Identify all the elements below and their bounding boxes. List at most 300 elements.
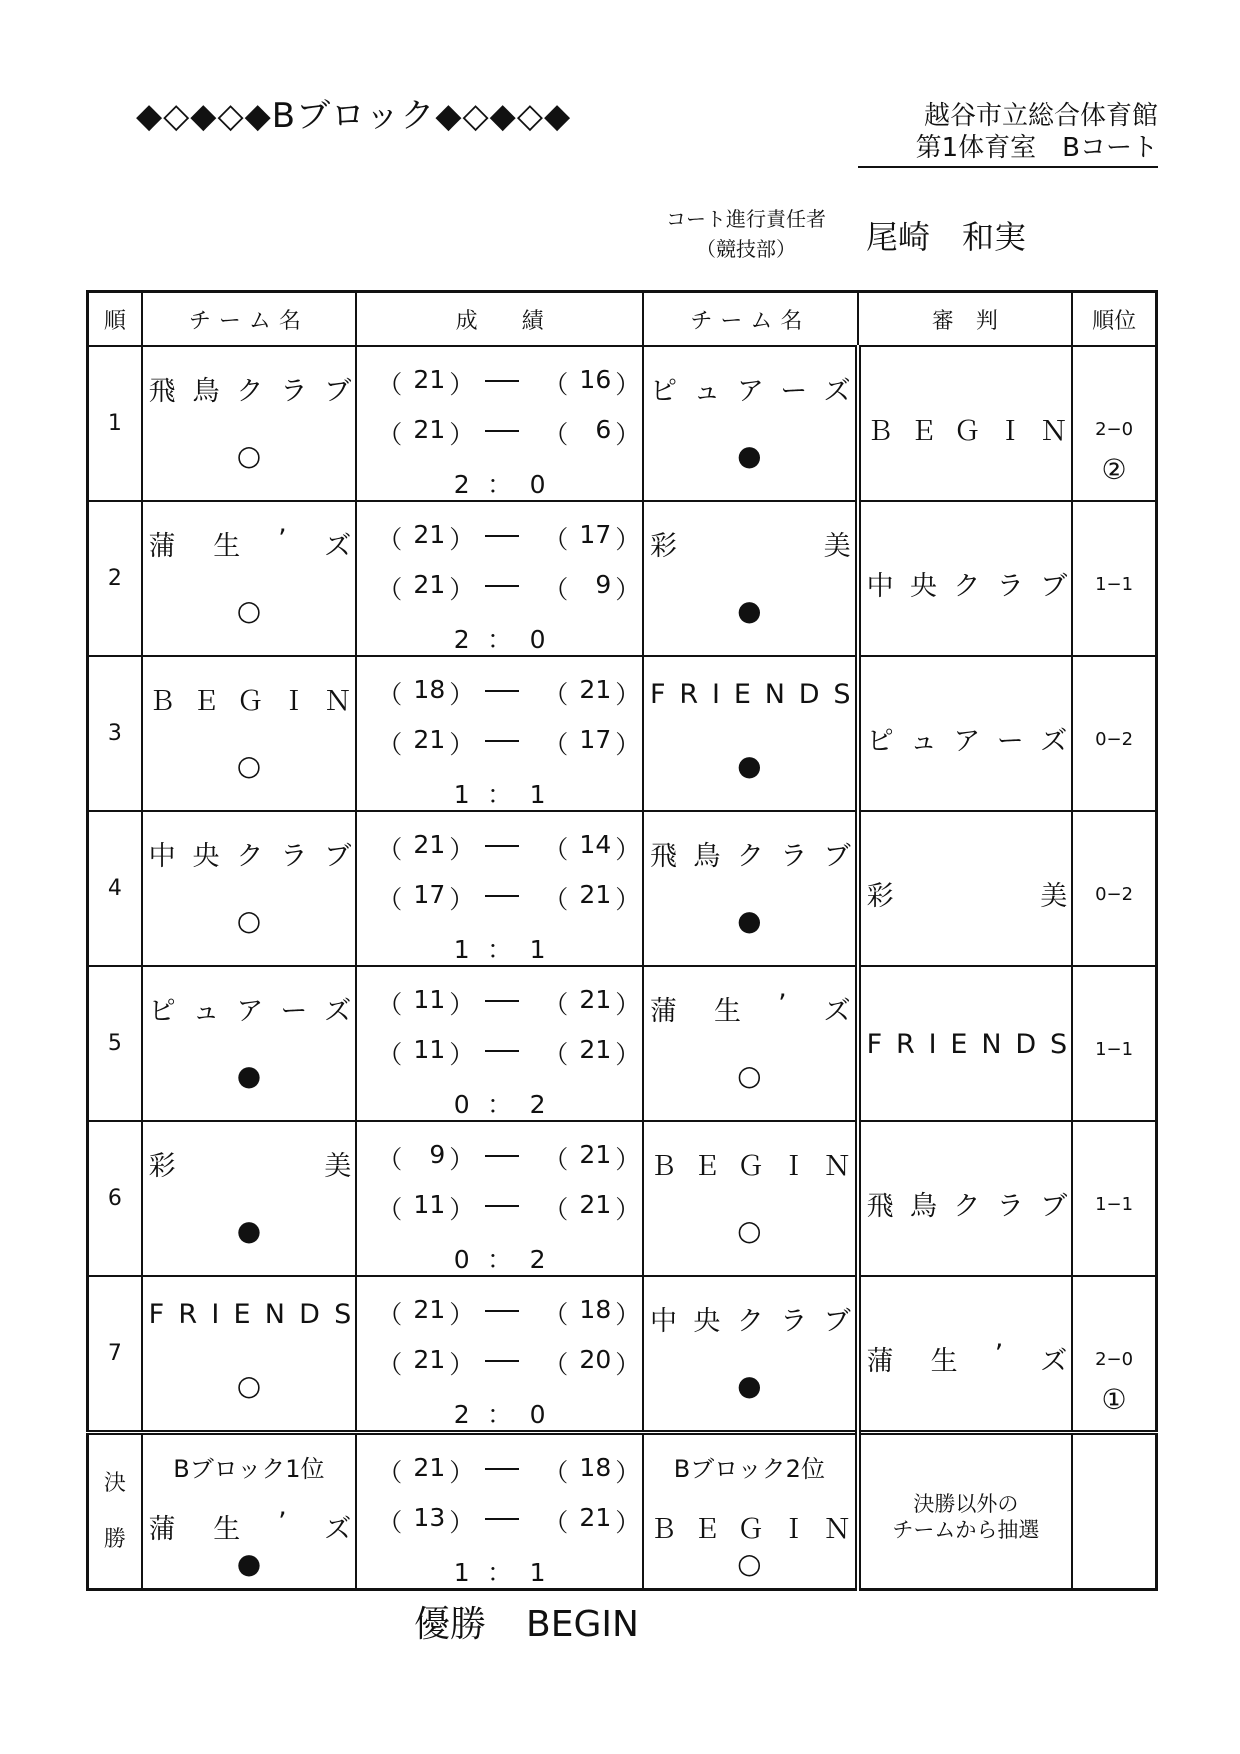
team2-result-mark: ●: [737, 594, 762, 627]
sets-left: 0: [453, 1090, 470, 1119]
rank-cell: [1072, 346, 1156, 501]
name-char: ’: [778, 989, 787, 1020]
team1-name: [149, 524, 352, 563]
team1-cell: [142, 501, 357, 656]
name-char: ’: [277, 1507, 287, 1538]
referee-cell: [858, 1121, 1073, 1276]
set-count: [357, 930, 642, 966]
score-dash: [485, 1310, 519, 1312]
team2-name: [650, 834, 851, 873]
name-char: 央: [192, 841, 220, 872]
name-char: Ｂ: [148, 686, 176, 717]
col-referee: 審 判: [858, 292, 1073, 347]
name-char: 飛: [148, 376, 176, 407]
paren-open: （: [543, 575, 569, 604]
referee-name: [867, 1339, 1068, 1378]
paren-close: ）: [449, 575, 475, 604]
paren-close: ）: [449, 680, 475, 709]
sets-colon: ：: [487, 625, 513, 654]
name-char: R: [679, 679, 699, 710]
sets-left: 2: [453, 1400, 470, 1429]
team1-cell: [142, 346, 357, 501]
name-char: ピ: [148, 996, 176, 1027]
sets-colon: ：: [487, 470, 513, 499]
name-char: ピ: [650, 376, 678, 407]
score-left: 21: [413, 830, 446, 859]
score-dash: [485, 1360, 519, 1362]
final-score-cell: [356, 1433, 643, 1590]
name-char: ー: [996, 726, 1024, 757]
set-count: [357, 620, 642, 656]
final-label: [88, 1433, 142, 1590]
name-char: ブ: [1040, 1191, 1068, 1222]
team2-result-mark: ○: [737, 1214, 762, 1247]
set-count: [357, 465, 642, 501]
team2-result-mark: ●: [737, 749, 762, 782]
rank-position: ①: [1101, 1383, 1127, 1416]
responsible-label-2: （競技部）: [696, 237, 796, 261]
table-row: [88, 1121, 1157, 1276]
final-referee-note: [861, 1491, 1072, 1543]
referee-name: [867, 1029, 1068, 1060]
venue: [858, 100, 1158, 164]
team1-cell: [142, 1121, 357, 1276]
final-set-1-score: [357, 1453, 642, 1485]
set-1-score: [357, 1140, 642, 1172]
score-cell: [356, 656, 643, 811]
name-char: ズ: [324, 996, 352, 1027]
paren-close: ）: [449, 1195, 475, 1224]
score-left: 17: [413, 880, 446, 909]
paren-open: （: [543, 730, 569, 759]
win-loss-record: 1−1: [1095, 574, 1134, 595]
name-char: S: [833, 679, 851, 710]
paren-close: ）: [449, 885, 475, 914]
name-char: Ｎ: [823, 1514, 851, 1545]
venue-underline: [858, 166, 1158, 168]
name-char: ブ: [324, 841, 352, 872]
score-right: 21: [579, 985, 612, 1014]
final-team2-cell: [643, 1433, 858, 1590]
name-char: Ｉ: [280, 686, 308, 717]
name-char: 美: [823, 531, 851, 562]
paren-close: ）: [449, 370, 475, 399]
team2-cell: [643, 346, 858, 501]
block-title: ◆◇◆◇◆Bブロック◆◇◆◇◆: [136, 96, 572, 136]
name-char: ラ: [280, 376, 308, 407]
team2-cell: [643, 811, 858, 966]
referee-name: [867, 1184, 1068, 1223]
name-char: 蒲: [866, 1346, 894, 1377]
set-2-score: [357, 415, 642, 447]
name-char: S: [1050, 1029, 1068, 1060]
paren-open: （: [543, 1300, 569, 1329]
set-1-score: [357, 985, 642, 1017]
score-dash: [485, 585, 519, 587]
team2-cell: [643, 966, 858, 1121]
name-char: ズ: [324, 531, 352, 562]
score-dash: [485, 535, 519, 537]
final-label-1: 決: [103, 1470, 126, 1496]
set-2-score: [357, 725, 642, 757]
team1-name: [149, 1299, 352, 1330]
score-right: 14: [579, 830, 612, 859]
name-char: E: [950, 1029, 968, 1060]
name-char: 中: [650, 1306, 678, 1337]
name-char: ュ: [910, 726, 938, 757]
score-left: 9: [429, 1140, 446, 1169]
champion: [414, 1596, 639, 1647]
score-dash: [485, 895, 519, 897]
score-right: 6: [595, 415, 612, 444]
set-2-score: [357, 1345, 642, 1377]
paren-close: ）: [449, 1508, 475, 1537]
team1-result-mark: ○: [236, 439, 262, 472]
referee-cell: [858, 501, 1073, 656]
paren-open: （: [377, 1040, 403, 1069]
name-char: Ｅ: [693, 1151, 721, 1182]
name-char: 彩: [866, 881, 894, 912]
sets-left: 1: [453, 780, 470, 809]
score-cell: [356, 966, 643, 1121]
paren-open: （: [543, 1350, 569, 1379]
name-char: I: [211, 1299, 220, 1330]
team2-name: [650, 1144, 851, 1183]
name-char: ラ: [280, 841, 308, 872]
match-number: 4: [88, 811, 142, 966]
team1-cell: [142, 966, 357, 1121]
score-right: 21: [579, 1140, 612, 1169]
set-2-score: [357, 1190, 642, 1222]
final-referee-note-1: 決勝以外の: [913, 1492, 1019, 1516]
name-char: 央: [693, 1306, 721, 1337]
set-count: [357, 1240, 642, 1276]
name-char: 生: [714, 996, 742, 1027]
score-right: 18: [579, 1295, 612, 1324]
name-char: 中: [866, 571, 894, 602]
name-char: ラ: [780, 1306, 808, 1337]
win-loss-record: 1−1: [1095, 1194, 1134, 1215]
team2-name: [650, 989, 851, 1028]
score-dash: [485, 845, 519, 847]
name-char: ブ: [823, 841, 851, 872]
team2-name: [650, 679, 851, 710]
team2-result-mark: ●: [737, 1369, 762, 1402]
set-1-score: [357, 1295, 642, 1327]
team2-cell: [643, 1121, 858, 1276]
referee-name: [867, 719, 1068, 758]
score-dash: [485, 430, 519, 432]
score-dash: [485, 1205, 519, 1207]
paren-open: （: [377, 885, 403, 914]
name-char: 鳥: [910, 1191, 938, 1222]
paren-open: （: [543, 1458, 569, 1487]
score-cell: [356, 501, 643, 656]
team1-result-mark: ●: [236, 1059, 262, 1092]
name-char: Ｂ: [650, 1151, 678, 1182]
win-loss-record: 0−2: [1095, 884, 1134, 905]
sets-right: 2: [529, 1245, 546, 1274]
final-team1-result-mark: ●: [236, 1547, 262, 1580]
score-dash: [485, 1050, 519, 1052]
col-rank: 順位: [1072, 292, 1156, 347]
name-char: Ｉ: [780, 1514, 808, 1545]
paren-open: （: [377, 835, 403, 864]
team1-name: [149, 989, 352, 1028]
sets-left: 0: [453, 1245, 470, 1274]
paren-open: （: [543, 1508, 569, 1537]
paren-open: （: [377, 990, 403, 1019]
score-dash: [485, 1000, 519, 1002]
sets-colon: ：: [487, 1245, 513, 1274]
paren-open: （: [543, 680, 569, 709]
name-char: S: [334, 1299, 352, 1330]
name-char: 生: [213, 531, 241, 562]
name-char: Ｇ: [736, 1151, 764, 1182]
team1-name: [149, 369, 352, 408]
rank-cell: [1072, 656, 1156, 811]
name-char: ’: [994, 1339, 1004, 1370]
name-char: ラ: [780, 841, 808, 872]
score-left: 21: [413, 1453, 446, 1482]
referee-cell: [858, 1276, 1073, 1433]
team1-result-mark: ○: [236, 749, 262, 782]
sets-colon: ：: [487, 1558, 513, 1587]
paren-close: ）: [449, 1145, 475, 1174]
name-char: ク: [736, 841, 764, 872]
score-cell: [356, 1121, 643, 1276]
score-left: 21: [413, 1345, 446, 1374]
name-char: ー: [780, 376, 808, 407]
set-count: [357, 1085, 642, 1121]
name-char: N: [981, 1029, 1002, 1060]
team2-name: [650, 1299, 851, 1338]
name-char: Ｉ: [996, 416, 1024, 447]
score-right: 21: [579, 1503, 612, 1532]
paren-open: （: [377, 370, 403, 399]
match-number: 6: [88, 1121, 142, 1276]
paren-close: ）: [615, 1458, 641, 1487]
paren-close: ）: [449, 1040, 475, 1069]
score-left: 21: [413, 570, 446, 599]
paren-open: （: [543, 835, 569, 864]
set-1-score: [357, 520, 642, 552]
paren-open: （: [377, 730, 403, 759]
name-char: 鳥: [192, 376, 220, 407]
name-char: D: [798, 679, 820, 710]
set-count: [357, 1395, 642, 1431]
score-right: 20: [579, 1345, 612, 1374]
paren-close: ）: [615, 420, 641, 449]
paren-open: （: [377, 1458, 403, 1487]
sets-left: 1: [453, 935, 470, 964]
score-left: 21: [413, 520, 446, 549]
score-right: 18: [579, 1453, 612, 1482]
name-char: ク: [736, 1306, 764, 1337]
team1-name: [149, 834, 352, 873]
name-char: Ｂ: [650, 1514, 678, 1545]
win-loss-record: 2−0: [1095, 1349, 1134, 1370]
final-set-2-score: [357, 1503, 642, 1535]
team1-result-mark: ●: [236, 1214, 262, 1247]
name-char: Ｂ: [866, 416, 894, 447]
sets-left: 2: [453, 470, 470, 499]
referee-cell: [858, 656, 1073, 811]
score-dash: [485, 1468, 519, 1470]
score-dash: [485, 690, 519, 692]
sets-right: 1: [529, 780, 546, 809]
team1-name: [149, 1144, 352, 1183]
name-char: F: [650, 679, 666, 710]
name-char: 飛: [866, 1191, 894, 1222]
name-char: I: [712, 679, 720, 710]
score-dash: [485, 380, 519, 382]
col-team1: チーム名: [142, 292, 357, 347]
paren-close: ）: [449, 420, 475, 449]
score-left: 11: [413, 985, 446, 1014]
name-char: Ｅ: [192, 686, 220, 717]
name-char: 鳥: [693, 841, 721, 872]
set-1-score: [357, 830, 642, 862]
name-char: Ｎ: [324, 686, 352, 717]
sets-left: 2: [453, 625, 470, 654]
name-char: ピ: [866, 726, 894, 757]
paren-close: ）: [449, 730, 475, 759]
set-2-score: [357, 570, 642, 602]
team2-result-mark: ●: [737, 904, 762, 937]
rank-cell: [1072, 1121, 1156, 1276]
name-char: ズ: [823, 376, 851, 407]
final-team1-name: [149, 1507, 352, 1546]
paren-open: （: [377, 575, 403, 604]
win-loss-record: 0−2: [1095, 729, 1134, 750]
responsible-name: 尾崎 和実: [866, 218, 1027, 256]
paren-open: （: [543, 1145, 569, 1174]
sets-right: 2: [529, 1090, 546, 1119]
final-team2-name: [650, 1507, 851, 1546]
name-char: Ｇ: [736, 1514, 764, 1545]
table-row: [88, 811, 1157, 966]
paren-open: （: [377, 1300, 403, 1329]
name-char: 中: [148, 841, 176, 872]
rank-cell: [1072, 1276, 1156, 1433]
name-char: ク: [236, 376, 264, 407]
name-char: ュ: [693, 376, 721, 407]
paren-close: ）: [615, 730, 641, 759]
table-row: [88, 346, 1157, 501]
venue-line-2: 第1体育室 Bコート: [915, 133, 1158, 163]
table-header-row: [88, 292, 1157, 347]
score-dash: [485, 1518, 519, 1520]
match-number: 1: [88, 346, 142, 501]
name-char: E: [733, 679, 751, 710]
name-char: 央: [910, 571, 938, 602]
name-char: ク: [236, 841, 264, 872]
champion-label: 優勝: [414, 1604, 487, 1645]
sets-right: 1: [529, 1558, 546, 1587]
score-right: 17: [579, 520, 612, 549]
score-cell: [356, 1276, 643, 1433]
name-char: R: [896, 1029, 915, 1060]
score-left: 21: [413, 365, 446, 394]
team2-name: [650, 369, 851, 408]
paren-close: ）: [449, 1458, 475, 1487]
paren-close: ）: [449, 835, 475, 864]
score-dash: [485, 1155, 519, 1157]
score-dash: [485, 740, 519, 742]
sets-colon: ：: [487, 935, 513, 964]
set-count: [357, 1553, 642, 1589]
team2-result-mark: ○: [737, 1059, 762, 1092]
final-referee-note-2: チームから抽選: [892, 1518, 1040, 1542]
paren-open: （: [377, 680, 403, 709]
paren-close: ）: [615, 680, 641, 709]
name-char: 美: [1040, 881, 1068, 912]
results-table: [86, 290, 1158, 1591]
name-char: ラ: [996, 1191, 1024, 1222]
score-right: 9: [595, 570, 612, 599]
team2-cell: [643, 656, 858, 811]
paren-close: ）: [449, 525, 475, 554]
name-char: ズ: [1040, 1346, 1068, 1377]
paren-close: ）: [615, 1145, 641, 1174]
name-char: 生: [930, 1346, 958, 1377]
score-right: 21: [579, 675, 612, 704]
paren-close: ）: [615, 1040, 641, 1069]
sets-left: 1: [453, 1558, 470, 1587]
name-char: F: [866, 1029, 883, 1060]
name-char: ア: [953, 726, 981, 757]
rank-cell: [1072, 966, 1156, 1121]
paren-open: （: [377, 525, 403, 554]
set-2-score: [357, 880, 642, 912]
name-char: ブ: [324, 376, 352, 407]
name-char: R: [178, 1299, 198, 1330]
set-1-score: [357, 675, 642, 707]
responsible-label-1: コート進行責任者: [666, 207, 826, 231]
name-char: ブ: [823, 1306, 851, 1337]
referee-name: [867, 409, 1068, 448]
name-char: ク: [953, 571, 981, 602]
paren-close: ）: [615, 525, 641, 554]
score-right: 21: [579, 880, 612, 909]
score-left: 13: [413, 1503, 446, 1532]
match-number: 3: [88, 656, 142, 811]
rank-position: ②: [1101, 453, 1127, 486]
paren-open: （: [543, 1040, 569, 1069]
score-left: 11: [413, 1035, 446, 1064]
name-char: 蒲: [650, 996, 678, 1027]
win-loss-record: 1−1: [1095, 1039, 1134, 1060]
name-char: 蒲: [148, 531, 176, 562]
team2-cell: [643, 1276, 858, 1433]
name-char: ブ: [1040, 571, 1068, 602]
score-right: 16: [579, 365, 612, 394]
paren-close: ）: [449, 1350, 475, 1379]
name-char: E: [233, 1299, 251, 1330]
sets-colon: ：: [487, 1090, 513, 1119]
score-right: 17: [579, 725, 612, 754]
name-char: 飛: [650, 841, 678, 872]
final-rank-cell: [1072, 1433, 1156, 1590]
col-team2: チーム名: [643, 292, 858, 347]
referee-name: [867, 874, 1068, 913]
paren-open: （: [543, 885, 569, 914]
rank-cell: [1072, 811, 1156, 966]
score-left: 18: [413, 675, 446, 704]
match-number: 7: [88, 1276, 142, 1433]
table-row: [88, 656, 1157, 811]
